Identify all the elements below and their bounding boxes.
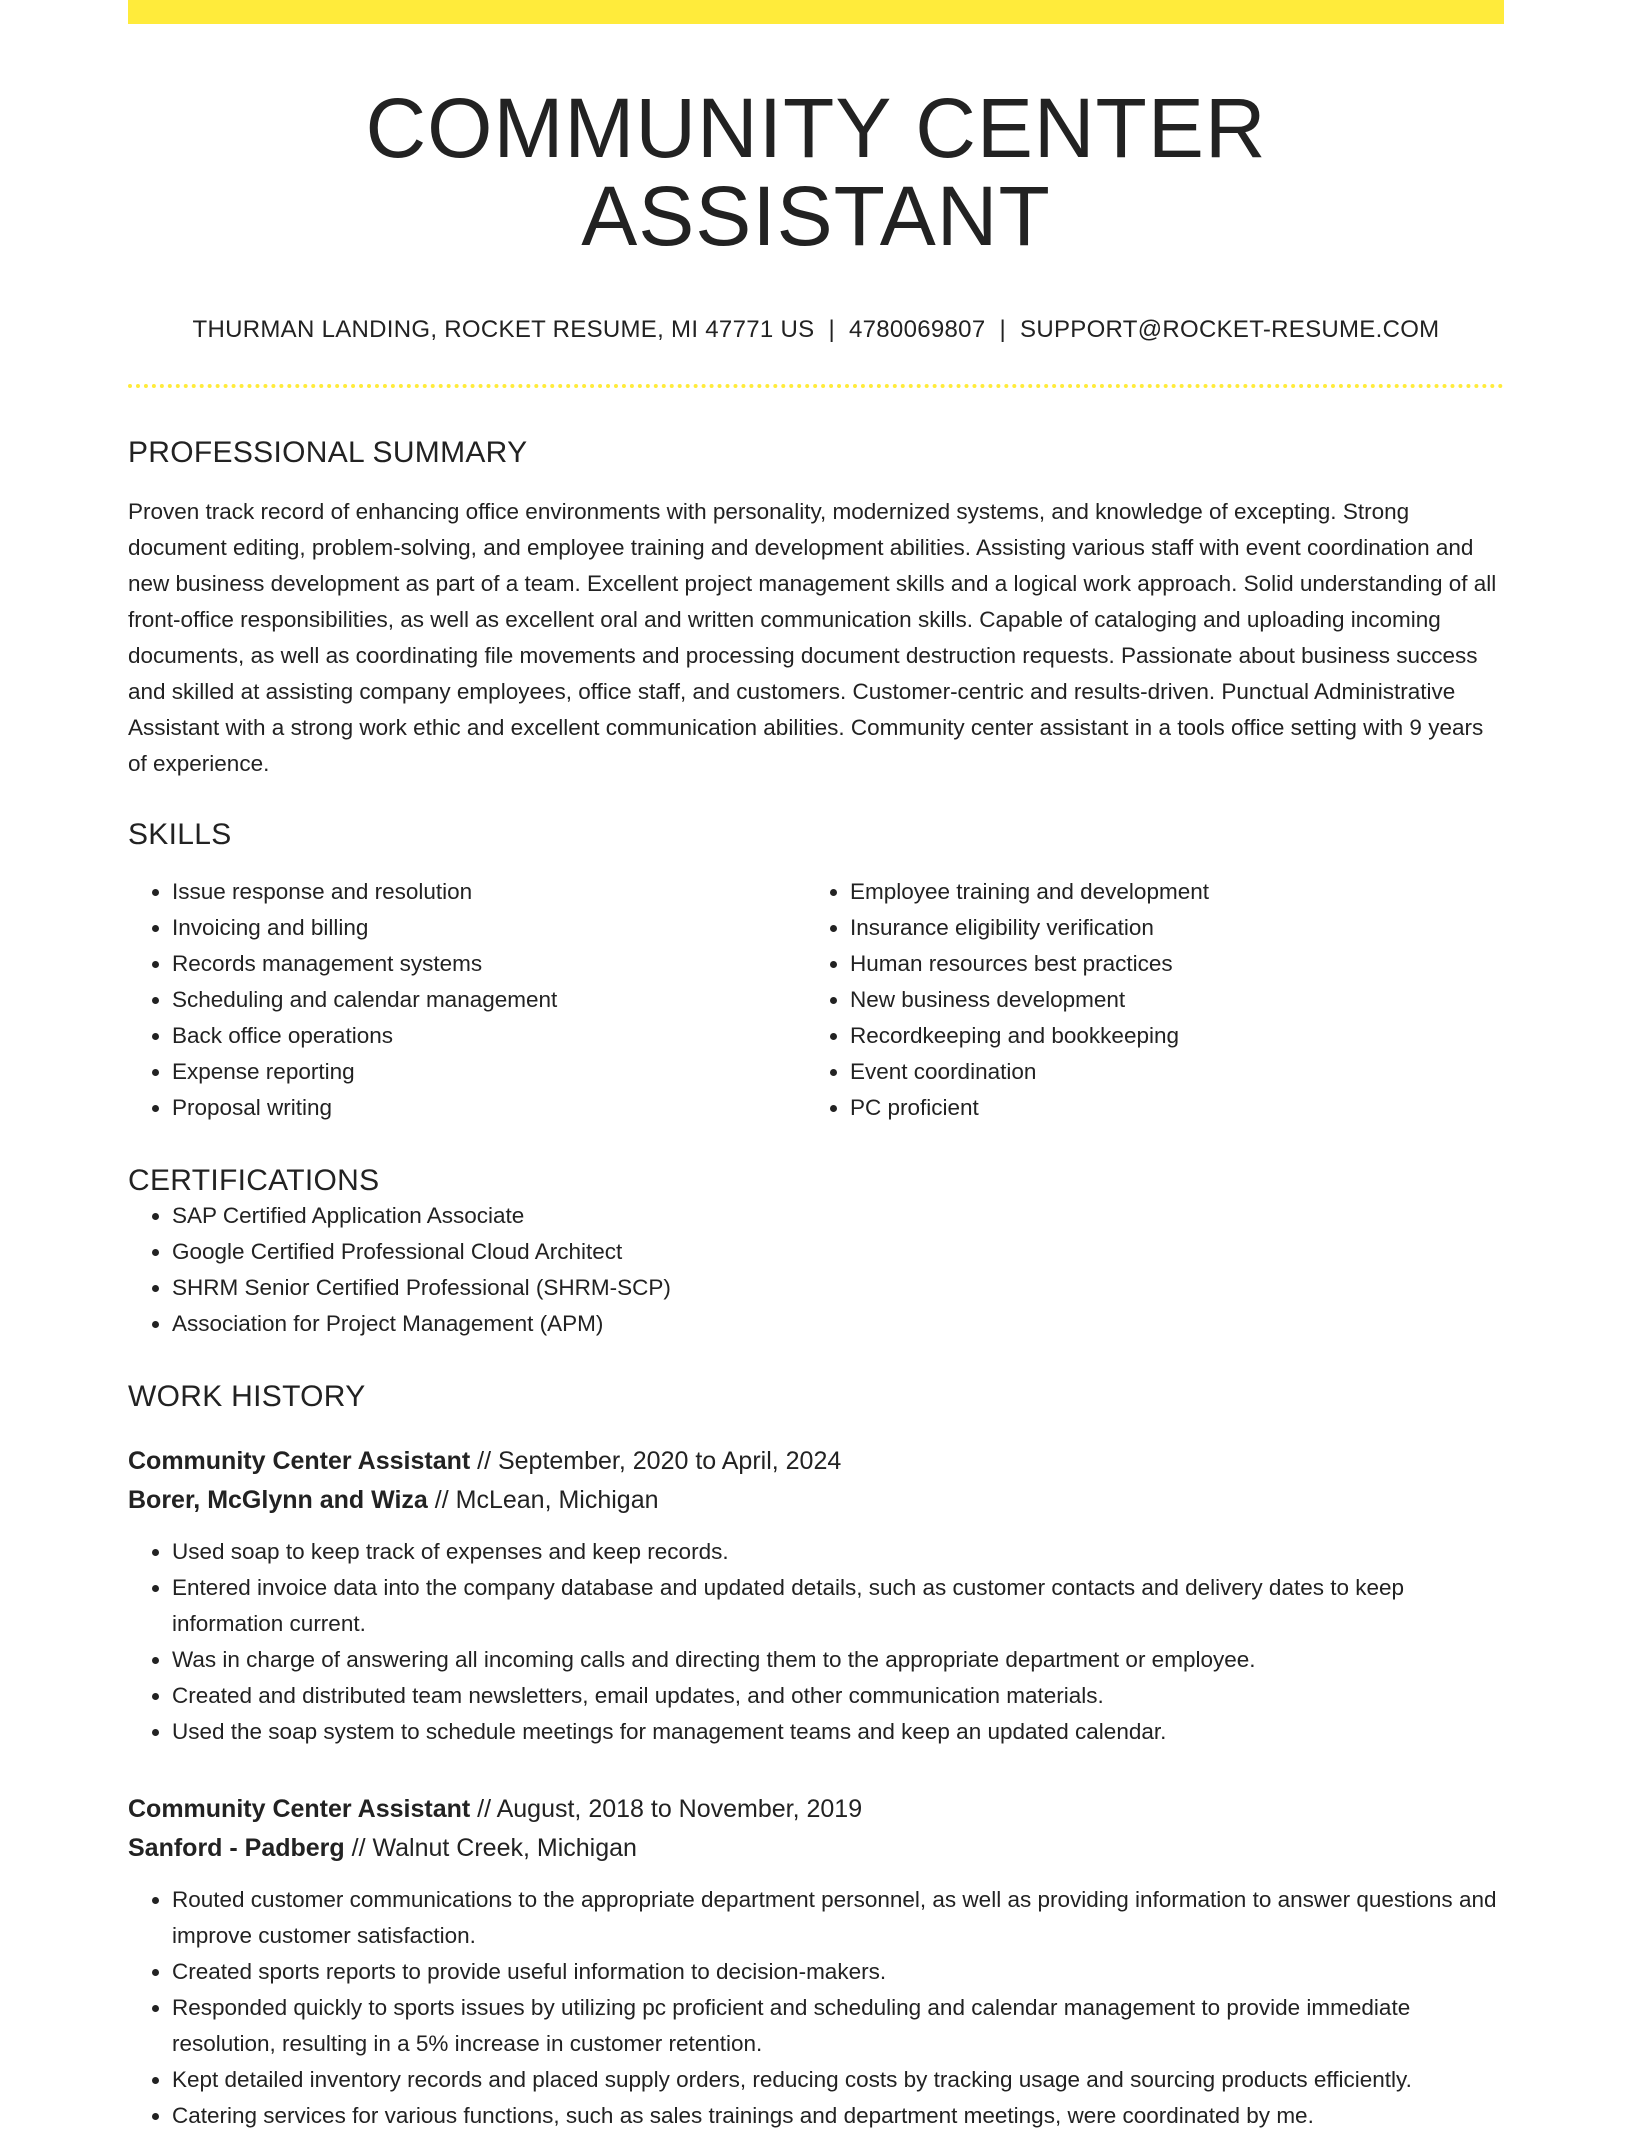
skill-item: • Records management systems (172, 946, 806, 982)
job-duty: • Routed customer communications to the appropriate department personnel, as well as providing information to answer questions and improve customer satisfaction. (172, 1882, 1504, 1954)
skill-item: • Back office operations (172, 1018, 806, 1054)
skill-item: • Event coordination (850, 1054, 1484, 1090)
work-history-heading: WORK HISTORY (128, 1380, 366, 1414)
job-duty: • Used the soap system to schedule meetings for management teams and keep an updated calendar. (172, 1714, 1504, 1750)
resume-page (128, 0, 1504, 2134)
job-location: // Walnut Creek, Michigan (344, 1834, 637, 1863)
job-company-line (128, 1481, 1504, 1520)
skill-item: • Issue response and resolution (172, 874, 806, 910)
skill-item: • Human resources best practices (850, 946, 1484, 982)
job-duty: • Created and distributed team newsletters, email updates, and other communication materials. (172, 1678, 1504, 1714)
job-entry (128, 1790, 1504, 2134)
certification-item: • SHRM Senior Certified Professional (SHRM-SCP) (172, 1270, 1504, 1306)
job-duty: • Was in charge of answering all incoming calls and directing them to the appropriate department or employee. (172, 1642, 1504, 1678)
skills-heading: SKILLS (128, 818, 232, 852)
job-dates: // August, 2018 to November, 2019 (470, 1795, 863, 1824)
certifications-heading: CERTIFICATIONS (128, 1164, 380, 1198)
job-location: // McLean, Michigan (427, 1486, 659, 1515)
job-dates: // September, 2020 to April, 2024 (470, 1447, 842, 1476)
contact-email: SUPPORT@ROCKET-RESUME.COM (1020, 316, 1440, 344)
skill-item: • Invoicing and billing (172, 910, 806, 946)
certification-item: • Association for Project Management (APM) (172, 1306, 1504, 1342)
skill-item: • New business development (850, 982, 1484, 1018)
skill-item: • Insurance eligibility verification (850, 910, 1484, 946)
job-role: Community Center Assistant (128, 1447, 471, 1476)
job-role: Community Center Assistant (128, 1795, 471, 1824)
skill-item: • Proposal writing (172, 1090, 806, 1126)
job-duty: • Catering services for various functions, such as sales trainings and department meetings, were coordinated by me. (172, 2098, 1504, 2134)
job-role-line (128, 1790, 1504, 1829)
job-company: Borer, McGlynn and Wiza (128, 1486, 428, 1515)
certifications-list (128, 1198, 1504, 1342)
summary-heading: PROFESSIONAL SUMMARY (128, 436, 528, 470)
job-duties-list (128, 1882, 1504, 2134)
job-duty: • Used soap to keep track of expenses and keep records. (172, 1534, 1504, 1570)
job-duty: • Kept detailed inventory records and placed supply orders, reducing costs by tracking usage and sourcing products efficiently. (172, 2062, 1504, 2098)
contact-phone: 4780069807 (848, 316, 986, 344)
skill-item: • Recordkeeping and bookkeeping (850, 1018, 1484, 1054)
skills-list-left (128, 874, 806, 1126)
accent-bar (128, 0, 1504, 24)
skills-list-right (806, 874, 1484, 1126)
contact-separator: | (828, 316, 835, 344)
resume-title: COMMUNITY CENTER ASSISTANT (365, 81, 1267, 264)
contact-line (128, 316, 1504, 344)
skill-item: • Scheduling and calendar management (172, 982, 806, 1018)
job-role-line (128, 1442, 1504, 1481)
dotted-divider (128, 384, 1504, 388)
summary-text: Proven track record of enhancing office environments with personality, modernized systems, and knowledge of excepting. Strong document editing, problem-solving, and employee training and development abilities. Assisting various staff with event coordination and new business development as part of a team. Excellent project management skills and a logical work approach. Solid understanding of all front-office responsibilities, as well as excellent oral and written communication skills. Capable of cataloging and uploading incoming documents, as well as coordinating file movements and processing document destruction requests. Passionate about business success and skilled at assisting company employees, office staff, and customers. Customer-centric and results-driven. Punctual Administrative Assistant with a strong work ethic and excellent communication abilities. Community center assistant in a tools office setting with 9 years of experience. (128, 499, 1497, 777)
job-company-line (128, 1829, 1504, 1868)
job-company: Sanford - Padberg (128, 1834, 345, 1863)
contact-address: THURMAN LANDING, ROCKET RESUME, MI 47771 US (192, 316, 815, 344)
job-duty: • Entered invoice data into the company database and updated details, such as customer contacts and delivery dates to keep information current. (172, 1570, 1504, 1642)
contact-separator: | (999, 316, 1007, 344)
job-entry (128, 1442, 1504, 1750)
certification-item: • Google Certified Professional Cloud Architect (172, 1234, 1504, 1270)
skill-item: • Expense reporting (172, 1054, 806, 1090)
job-duty: • Responded quickly to sports issues by utilizing pc proficient and scheduling and calendar management to provide immediate resolution, resulting in a 5% increase in customer retention. (172, 1990, 1504, 2062)
certification-item: • SAP Certified Application Associate (172, 1198, 1504, 1234)
job-duty: • Created sports reports to provide useful information to decision-makers. (172, 1954, 1504, 1990)
skill-item: • Employee training and development (850, 874, 1484, 910)
job-duties-list (128, 1534, 1504, 1750)
skills-columns (128, 874, 1504, 1126)
skill-item: • PC proficient (850, 1090, 1484, 1126)
